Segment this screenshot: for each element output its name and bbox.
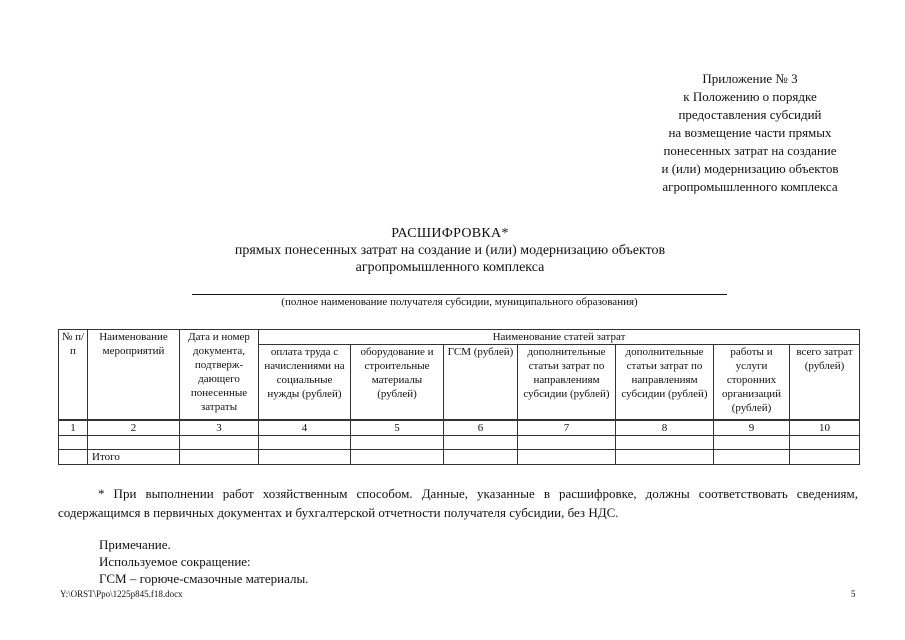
header-equipment: оборудование и строительные материалы (рублей) [351, 345, 444, 420]
column-number: 5 [351, 420, 444, 436]
table-cell [351, 435, 444, 449]
appendix-header [600, 70, 900, 196]
footnote: * При выполнении работ хозяйственным способом. Данные, указанные в расшифровке, должны соответствовать сведениям, содержащимся в первичных документах и бухгалтерской отчетности получателя субсидии, без НДС. [58, 486, 858, 520]
header-number: № п/п [59, 330, 88, 420]
header-total: всего затрат (рублей) [790, 345, 860, 420]
table-cell [714, 449, 790, 464]
table-cell [59, 449, 88, 464]
header-event: Наименование мероприятий [88, 330, 180, 420]
table-cell [88, 435, 180, 449]
column-number: 3 [180, 420, 259, 436]
table-cell [259, 435, 351, 449]
table-cell [180, 449, 259, 464]
page-number: 5 [851, 589, 856, 599]
column-number: 10 [790, 420, 860, 436]
table-cell [259, 449, 351, 464]
header-document: Дата и номер документа, подтверж-дающего понесенные затраты [180, 330, 259, 420]
header-additional-2: дополнительные статьи затрат по направлениям субсидии (рублей) [616, 345, 714, 420]
column-number: 4 [259, 420, 351, 436]
table-cell [714, 435, 790, 449]
total-row [59, 449, 860, 464]
column-number: 2 [88, 420, 180, 436]
column-number: 7 [518, 420, 616, 436]
table-cell [790, 449, 860, 464]
appendix-line: и (или) модернизацию объектов [661, 161, 839, 176]
document-title [150, 225, 750, 276]
appendix-line: агропромышленного комплекса [662, 179, 838, 194]
table-cell [518, 449, 616, 464]
table-cell [59, 435, 88, 449]
appendix-line: на возмещение части прямых [668, 125, 832, 140]
recipient-caption: (полное наименование получателя субсидии, муниципального образования) [281, 296, 638, 308]
costs-table [58, 329, 860, 465]
title-main: РАСШИФРОВКА* [391, 226, 509, 241]
header-fuel: ГСМ (рублей) [444, 345, 518, 420]
appendix-line: к Положению о порядке [683, 89, 817, 104]
appendix-line: предоставления субсидий [678, 107, 822, 122]
table-cell [790, 435, 860, 449]
table-cell [180, 435, 259, 449]
column-number: 9 [714, 420, 790, 436]
title-line-2: агропромышленного комплекса [355, 260, 545, 275]
column-number: 8 [616, 420, 714, 436]
header-labor: оплата труда с начислениями на социальные нужды (рублей) [259, 345, 351, 420]
column-number: 6 [444, 420, 518, 436]
notes [99, 536, 308, 587]
header-additional-1: дополнительные статьи затрат по направлениям субсидии (рублей) [518, 345, 616, 420]
column-number: 1 [59, 420, 88, 436]
title-line-1: прямых понесенных затрат на создание и (или) модернизацию объектов [234, 243, 666, 258]
appendix-line: Приложение № 3 [702, 71, 798, 86]
file-path: Y:\ORST\Ppo\1225p845.f18.docx [60, 589, 183, 599]
header-cost-items: Наименование статей затрат [259, 330, 860, 345]
table-cell [351, 449, 444, 464]
table-cell [616, 435, 714, 449]
table-row [59, 435, 860, 449]
notes-line: Используемое сокращение: [99, 554, 251, 569]
notes-heading: Примечание. [99, 537, 171, 552]
notes-line: ГСМ – горюче-смазочные материалы. [99, 571, 309, 586]
table-cell [616, 449, 714, 464]
total-label: Итого [88, 449, 180, 464]
header-services: работы и услуги сторонних организаций (рублей) [714, 345, 790, 420]
table-cell [444, 449, 518, 464]
appendix-line: понесенных затрат на создание [663, 143, 837, 158]
table-cell [518, 435, 616, 449]
table-cell [444, 435, 518, 449]
